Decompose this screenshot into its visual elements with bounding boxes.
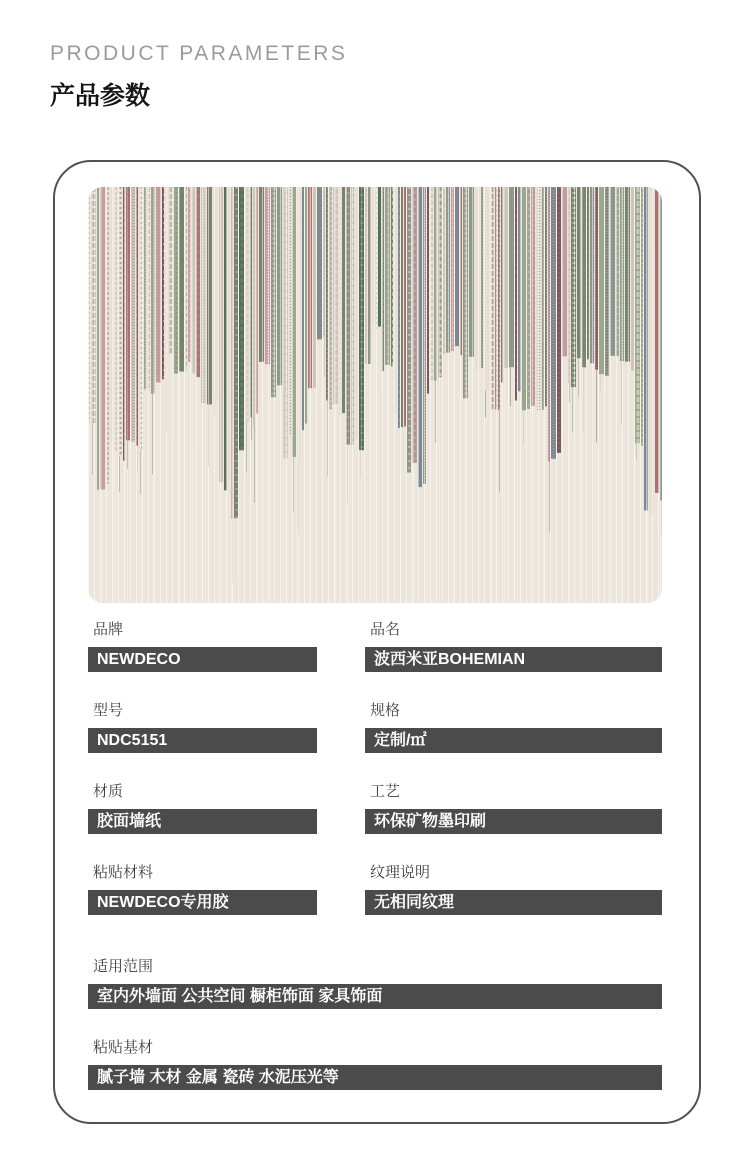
param-block: [88, 1036, 662, 1090]
param-block: [365, 780, 662, 834]
param-block: [88, 861, 317, 915]
parameters-grid: [88, 618, 664, 1090]
param-block: [365, 861, 662, 915]
texture-streak-overlay: [88, 187, 662, 603]
param-value-bar: 胶面墙纸: [88, 809, 317, 834]
param-block: [88, 618, 317, 672]
param-value-bar: NEWDECO: [88, 647, 317, 672]
product-image: [88, 187, 662, 603]
param-block: [88, 699, 317, 753]
param-value-bar: 无相同纹理: [365, 890, 662, 915]
param-label: 规格: [370, 702, 401, 719]
param-label: 材质: [93, 783, 124, 800]
param-label: 粘贴基材: [93, 1039, 154, 1056]
param-block: [88, 955, 662, 1009]
param-label: 品牌: [93, 621, 124, 638]
param-value-bar: NEWDECO专用胶: [88, 890, 317, 915]
param-label: 工艺: [370, 783, 401, 800]
param-value-bar: 室内外墙面 公共空间 橱柜饰面 家具饰面: [88, 984, 662, 1009]
param-value-bar: 腻子墙 木材 金属 瓷砖 水泥压光等: [88, 1065, 662, 1090]
section-header: [0, 0, 750, 112]
param-label: 粘贴材料: [93, 864, 154, 881]
param-label: 品名: [370, 621, 401, 638]
param-value-bar: 环保矿物墨印刷: [365, 809, 662, 834]
param-label: 纹理说明: [370, 864, 431, 881]
param-block: [88, 780, 317, 834]
param-value-bar: NDC5151: [88, 728, 317, 753]
param-label: 型号: [93, 702, 124, 719]
param-block: [365, 699, 662, 753]
parameters-panel: [53, 160, 701, 1124]
param-value-bar: 波西米亚BOHEMIAN: [365, 647, 662, 672]
section-title-english: PRODUCT PARAMETERS: [50, 42, 348, 65]
section-title-chinese: 产品参数: [50, 82, 151, 110]
param-value-bar: 定制/㎡: [365, 728, 662, 753]
param-block: [365, 618, 662, 672]
param-label: 适用范围: [93, 958, 154, 975]
